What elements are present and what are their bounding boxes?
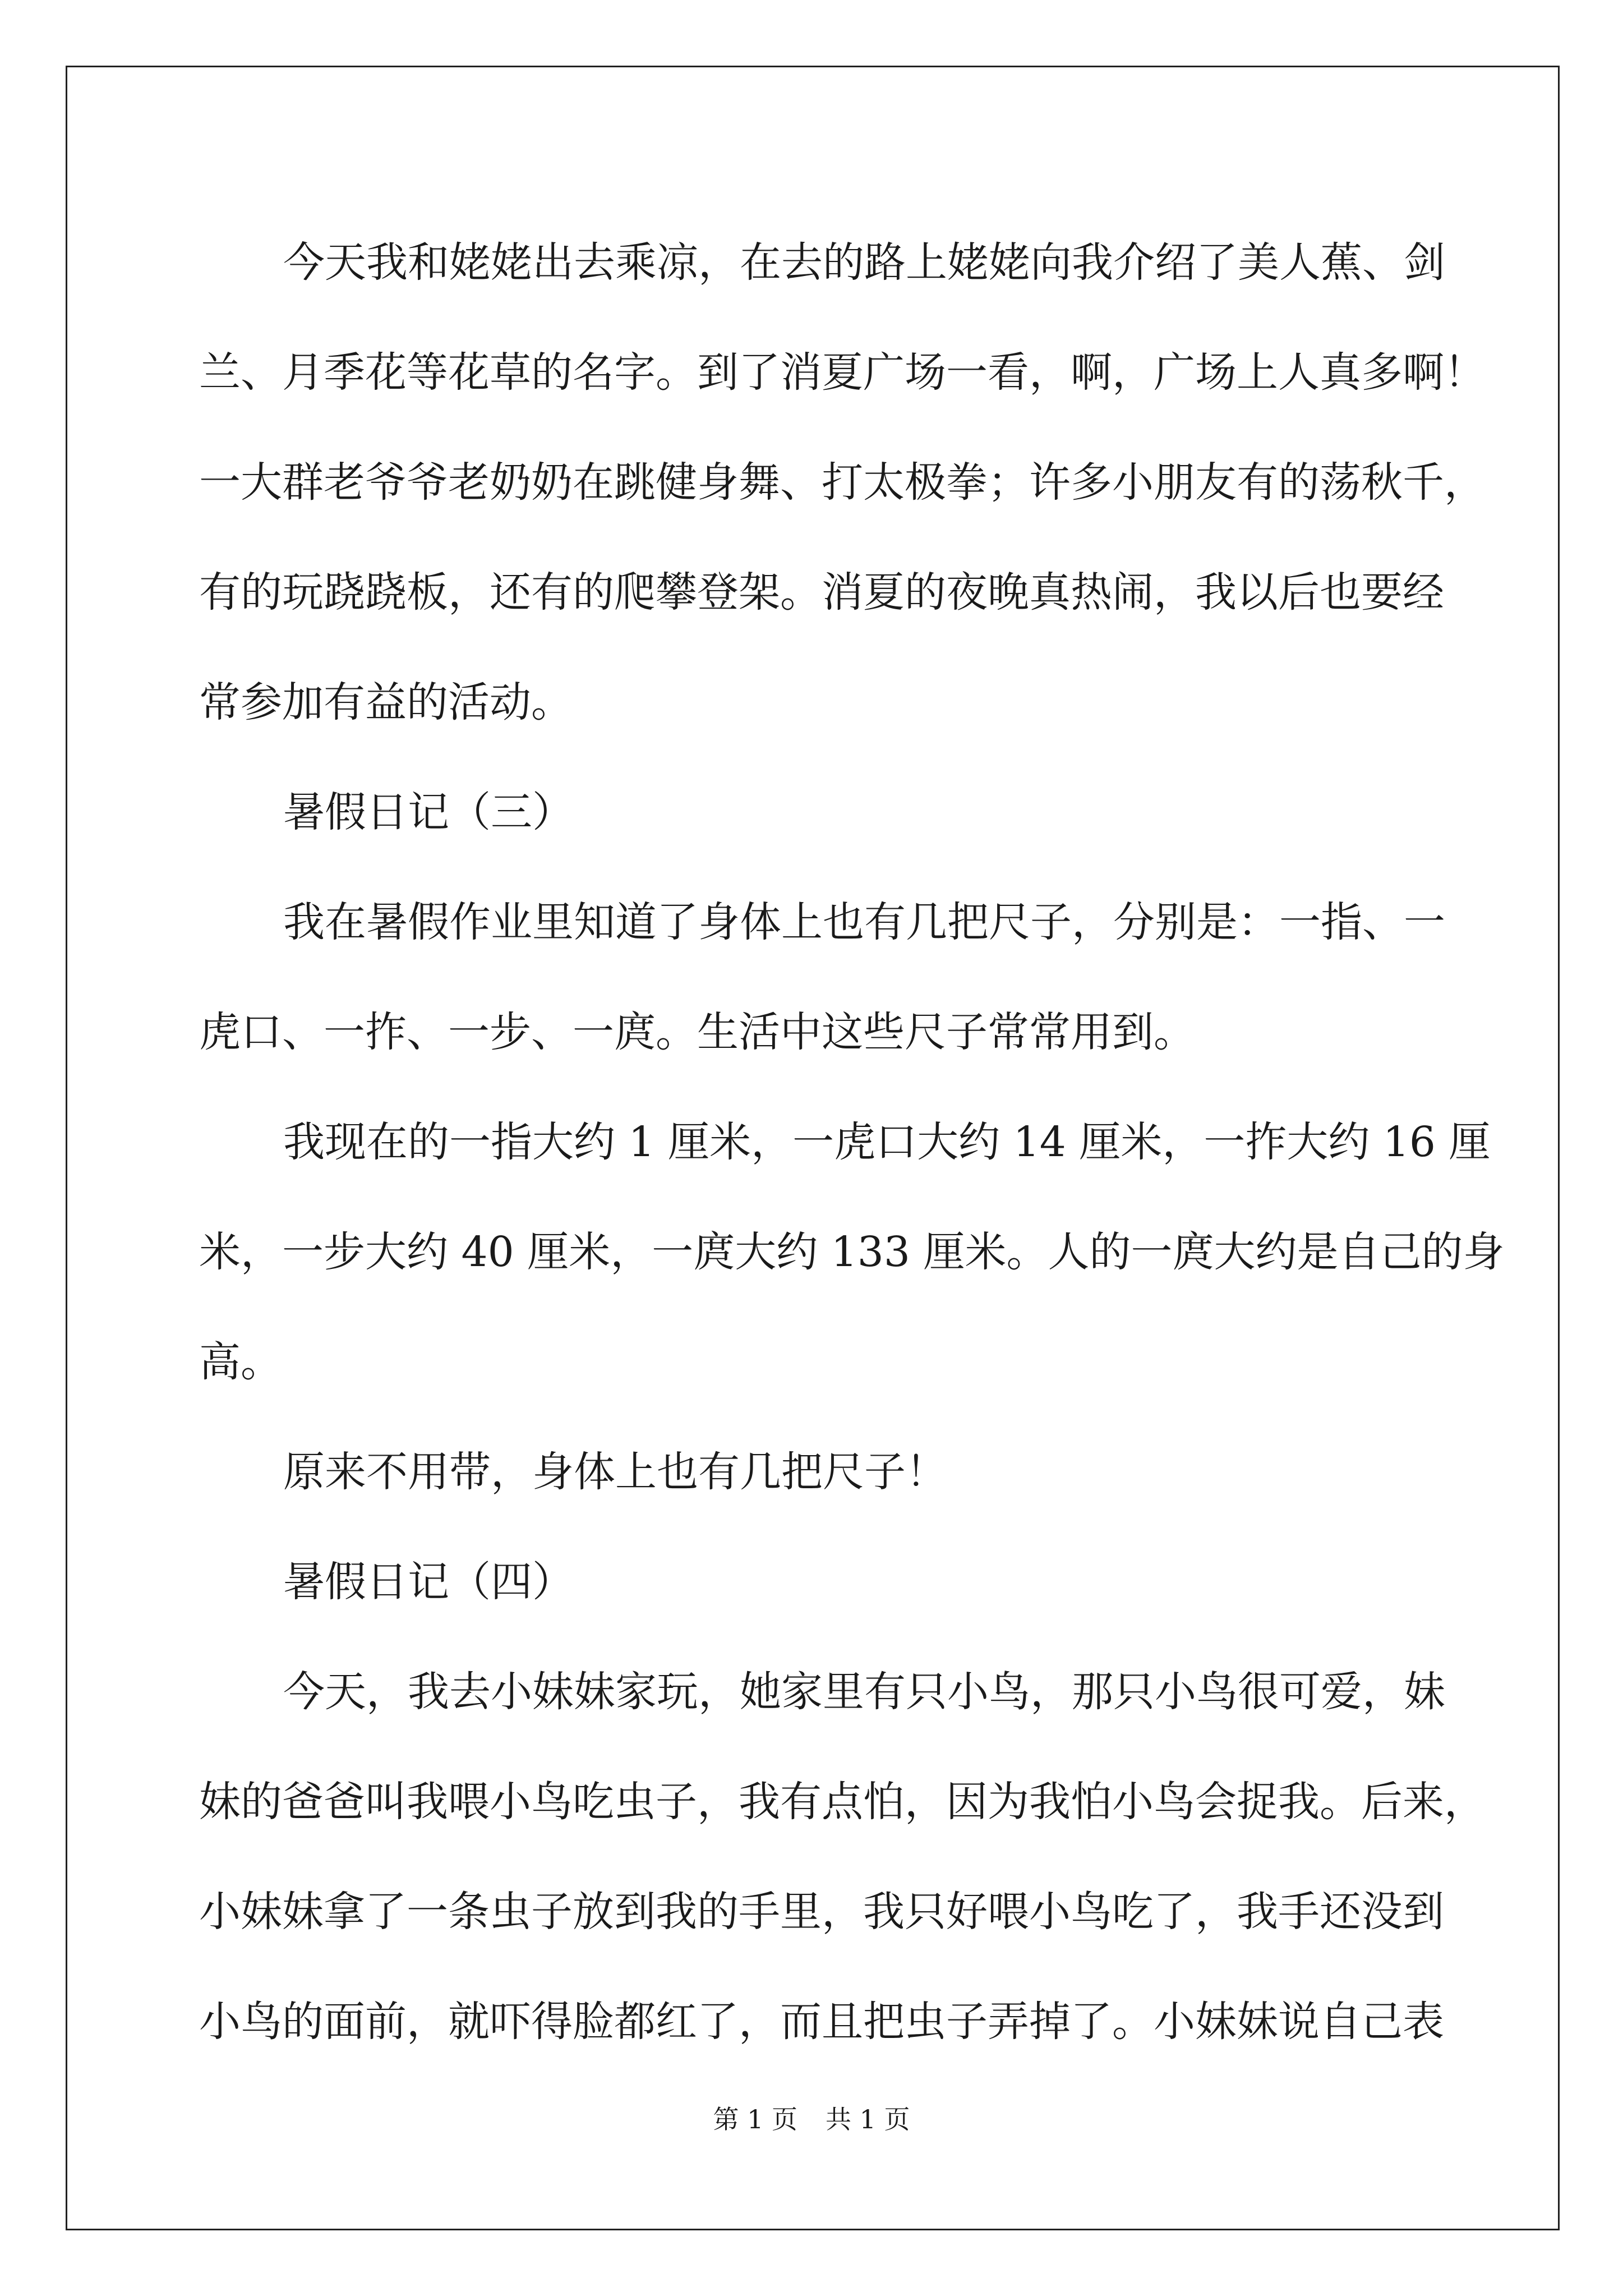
- text-line: 兰、月季花等花草的名字。到了消夏广场一看，啊，广场上人真多啊！: [199, 348, 1486, 397]
- text-line: 今天我和姥姥出去乘凉，在去的路上姥姥向我介绍了美人蕉、剑: [283, 238, 1445, 287]
- text-line: 一大群老爷爷老奶奶在跳健身舞、打太极拳；许多小朋友有的荡秋千，: [199, 458, 1486, 507]
- text-line: 虎口、一拃、一步、一庹。生活中这些尺子常常用到。: [199, 1008, 1195, 1056]
- text-line: 高。: [199, 1338, 282, 1386]
- page-total: 共 1 页: [826, 2104, 910, 2134]
- page-footer: [0, 2102, 1623, 2136]
- text-line: 小妹妹拿了一条虫子放到我的手里，我只好喂小鸟吃了，我手还没到: [199, 1888, 1444, 1936]
- document-body: [199, 208, 1505, 2077]
- section-heading: 暑假日记（四）: [283, 1558, 574, 1606]
- text-line: 原来不用带，身体上也有几把尺子！: [283, 1448, 947, 1496]
- section-heading: 暑假日记（三）: [283, 788, 574, 836]
- text-line: 常参加有益的活动。: [199, 678, 573, 726]
- text-line: 米，一步大约 40 厘米，一庹大约 133 厘米。人的一庹大约是自己的身: [199, 1228, 1505, 1276]
- text-line: 有的玩跷跷板，还有的爬攀登架。消夏的夜晚真热闹，我以后也要经: [199, 568, 1444, 616]
- text-line: 我在暑假作业里知道了身体上也有几把尺子，分别是：一指、一: [283, 898, 1445, 946]
- text-line: 今天，我去小妹妹家玩，她家里有只小鸟，那只小鸟很可爱，妹: [283, 1668, 1445, 1716]
- text-line: 小鸟的面前，就吓得脸都红了，而且把虫子弄掉了。小妹妹说自己表: [199, 1998, 1444, 2046]
- text-line: 妹的爸爸叫我喂小鸟吃虫子，我有点怕，因为我怕小鸟会捉我。后来，: [199, 1778, 1486, 1826]
- page-number: 第 1 页: [713, 2104, 797, 2134]
- text-line: 我现在的一指大约 1 厘米，一虎口大约 14 厘米，一拃大约 16 厘: [283, 1118, 1491, 1166]
